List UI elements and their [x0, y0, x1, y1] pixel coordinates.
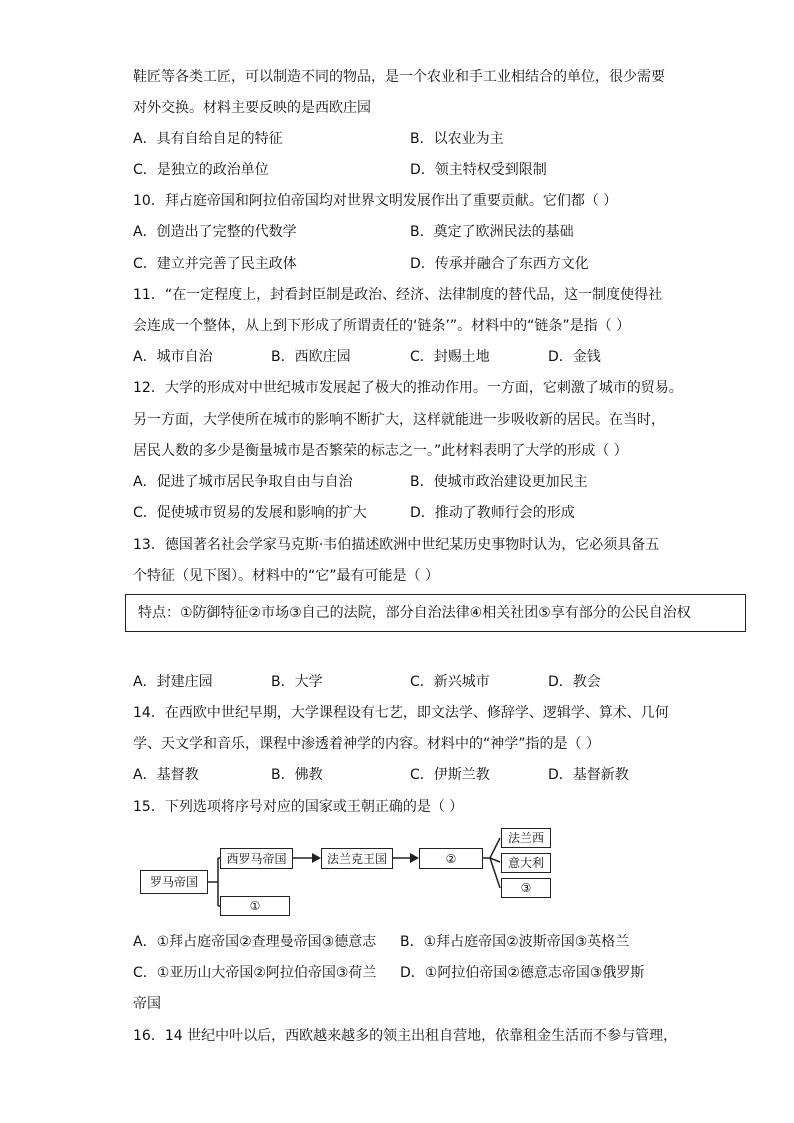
q9-option-c[interactable]: C．是独立的政治单位 [133, 162, 269, 178]
q16-stem-line-1: 16．14 世纪中叶以后，西欧越来越多的领主出租自营地，依靠租金生活而不参与管理， [133, 1028, 678, 1044]
q14-option-c[interactable]: C．伊斯兰教 [410, 767, 490, 783]
q10-option-c[interactable]: C．建立并完善了民主政体 [133, 256, 297, 272]
q15-dynasty-diagram [140, 820, 560, 920]
q15-option-b[interactable]: B．①拜占庭帝国②波斯帝国③英格兰 [400, 934, 630, 950]
q13-option-c[interactable]: C．新兴城市 [410, 674, 490, 690]
q9-option-b[interactable]: B．以农业为主 [410, 131, 504, 147]
q9-stem-line-1: 鞋匠等各类工匠，可以制造不同的物品，是一个农业和手工业相结合的单位，很少需要 [133, 69, 665, 85]
arrowhead-2 [410, 853, 419, 863]
q10-options-row-1 [133, 222, 733, 242]
q11-option-c[interactable]: C．封赐土地 [410, 349, 490, 365]
q11-options-row [133, 347, 733, 367]
q15-option-d[interactable]: D．①阿拉伯帝国②德意志帝国③俄罗斯 [400, 965, 645, 981]
q13-stem-line-2: 个特征（见下图）。材料中的“它”最有可能是（ ） [133, 568, 439, 584]
diagram-node-3: ③ [501, 878, 551, 898]
q12-option-b[interactable]: B．使城市政治建设更加民主 [410, 474, 588, 490]
q12-stem-line-3: 居民人数的多少是衡量城市是否繁荣的标志之一。”此材料表明了大学的形成（ ） [133, 443, 628, 459]
q13-option-b[interactable]: B．大学 [271, 674, 323, 690]
diagram-node-roman-empire: 罗马帝国 [140, 870, 208, 894]
q15-option-c[interactable]: C．①亚历山大帝国②阿拉伯帝国③荷兰 [133, 965, 377, 981]
q14-option-d[interactable]: D．基督新教 [548, 767, 629, 783]
diagram-node-france: 法兰西 [501, 828, 551, 848]
diagram-node-frank: 法兰克王国 [321, 848, 393, 869]
q14-stem-line-1: 14．在西欧中世纪早期，大学课程设有七艺，即文法学、修辞学、逻辑学、算术、几何 [133, 705, 669, 721]
q10-option-b[interactable]: B．奠定了欧洲民法的基础 [410, 224, 574, 240]
q12-option-c[interactable]: C．促使城市贸易的发展和影响的扩大 [133, 505, 367, 521]
q10-option-d[interactable]: D．传承并融合了东西方文化 [410, 256, 589, 272]
q9-option-a[interactable]: A．具有自给自足的特征 [133, 131, 283, 147]
diagram-node-1: ① [220, 896, 290, 916]
q14-options-row [133, 765, 733, 785]
q15-option-a[interactable]: A．①拜占庭帝国②查理曼帝国③德意志 [133, 934, 377, 950]
q15-options-row-1 [133, 932, 733, 952]
q9-stem-line-2: 对外交换。材料主要反映的是西欧庄园 [133, 100, 371, 116]
q13-option-d[interactable]: D．教会 [548, 674, 601, 690]
q10-options-row-2 [133, 254, 733, 274]
q10-stem: 10．拜占庭帝国和阿拉伯帝国均对世界文明发展作出了重要贡献。它们都（ ） [133, 193, 618, 209]
arrowhead-1 [312, 853, 321, 863]
q15-stem: 15．下列选项将序号对应的国家或王朝正确的是（ ） [133, 799, 464, 815]
q11-stem-line-2: 会连成一个整体，从上到下形成了所谓责任的‘链条’”。材料中的“链条”是指（ ） [133, 318, 631, 334]
q12-options-row-1 [133, 472, 733, 492]
diagram-node-west-roman: 西罗马帝国 [220, 848, 293, 869]
branch-france [483, 838, 500, 858]
q9-options-row-1 [133, 129, 733, 149]
q13-option-a[interactable]: A．封建庄园 [133, 674, 213, 690]
diagram-node-italy: 意大利 [501, 853, 551, 873]
q11-option-a[interactable]: A．城市自治 [133, 349, 213, 365]
q12-options-row-2 [133, 503, 733, 523]
q14-option-a[interactable]: A．基督教 [133, 767, 199, 783]
q11-option-b[interactable]: B．西欧庄园 [271, 349, 351, 365]
q12-option-a[interactable]: A．促进了城市居民争取自由与自治 [133, 474, 353, 490]
q13-features-box: 特点：①防御特征②市场③自己的法院，部分自治法律④相关社团⑤享有部分的公民自治权 [125, 594, 746, 632]
branch-n3 [490, 858, 500, 888]
diagram-node-2: ② [419, 848, 483, 869]
q12-stem-line-1: 12．大学的形成对中世纪城市发展起了极大的推动作用。一方面，它刺激了城市的贸易。 [133, 380, 683, 396]
q12-option-d[interactable]: D．推动了教师行会的形成 [410, 505, 575, 521]
q15-options-row-2 [133, 963, 733, 983]
q13-options-row [133, 672, 733, 692]
q10-option-a[interactable]: A．创造出了完整的代数学 [133, 224, 297, 240]
q13-stem-line-1: 13．德国著名社会学家马克斯·韦伯描述欧洲中世纪某历史事物时认为，它必须具备五 [133, 537, 660, 553]
q14-stem-line-2: 学、天文学和音乐，课程中渗透着神学的内容。材料中的“神学”指的是（ ） [133, 736, 600, 752]
q11-option-d[interactable]: D．金钱 [548, 349, 601, 365]
q12-stem-line-2: 另一方面，大学使所在城市的影响不断扩大，这样就能进一步吸收新的居民。在当时， [133, 412, 665, 428]
q11-stem-line-1: 11．“在一定程度上，封看封臣制是政治、经济、法律制度的替代品，这一制度使得社 [133, 287, 663, 303]
q15-option-d-continuation: 帝国 [133, 996, 161, 1012]
q9-option-d[interactable]: D．领主特权受到限制 [410, 162, 547, 178]
q9-options-row-2 [133, 160, 733, 180]
bracket-root [208, 858, 218, 906]
q14-option-b[interactable]: B．佛教 [271, 767, 323, 783]
